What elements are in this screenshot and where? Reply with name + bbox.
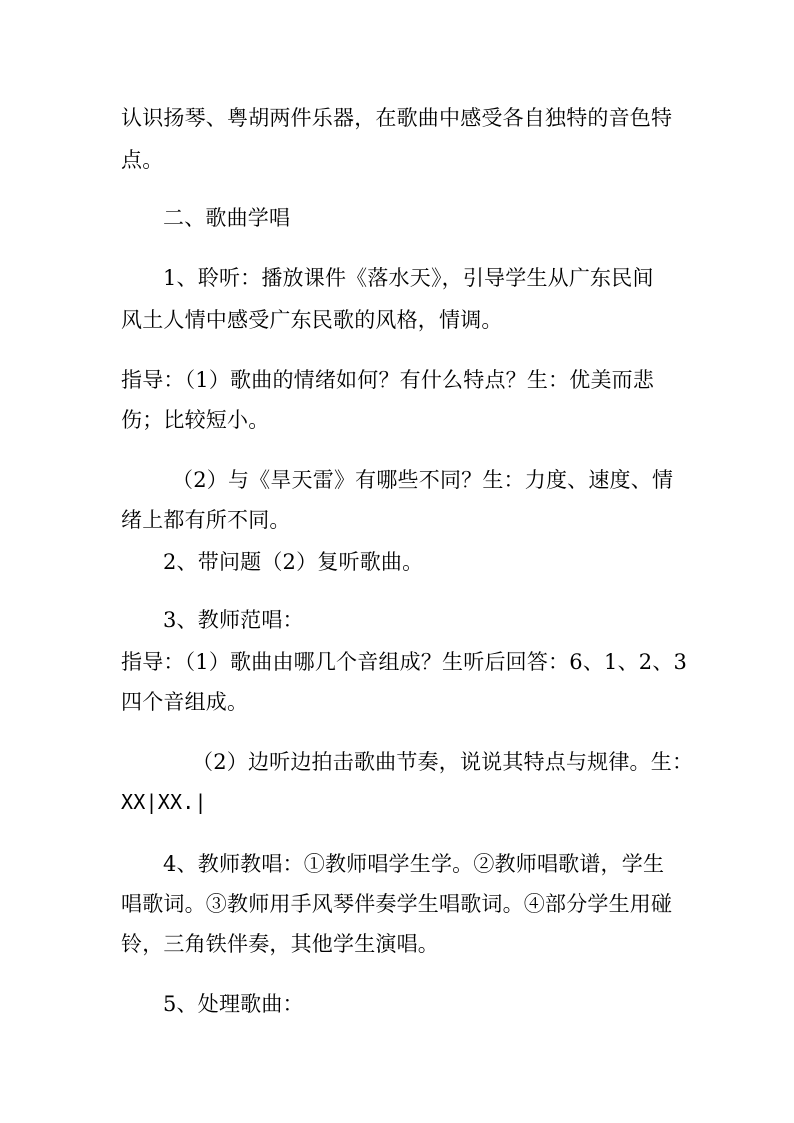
paragraph-line-7: 伤；比较短小。 <box>121 408 270 432</box>
paragraph-line-4: 1、聆听：播放课件《落水天》，引导学生从广东民间 <box>163 266 654 290</box>
paragraph-line-8: （2）与《旱天雷》有哪些不同？生：力度、速度、情 <box>172 468 674 492</box>
paragraph-line-13: 四个音组成。 <box>121 690 249 714</box>
paragraph-line-6: 指导：（1）歌曲的情绪如何？有什么特点？生：优美而悲 <box>121 368 655 392</box>
paragraph-line-2: 点。 <box>121 148 164 172</box>
section-heading-song-learning: 二、歌曲学唱 <box>163 206 291 230</box>
paragraph-line-10: 2、带问题（2）复听歌曲。 <box>163 550 424 574</box>
paragraph-line-1: 认识扬琴、粤胡两件乐器，在歌曲中感受各自独特的音色特 <box>121 106 673 130</box>
paragraph-line-9: 绪上都有所不同。 <box>121 508 291 532</box>
paragraph-line-18: 铃，三角铁伴奏，其他学生演唱。 <box>121 932 439 956</box>
paragraph-line-12: 指导：（1）歌曲由哪几个音组成？生听后回答：6、1、2、3 <box>121 650 688 674</box>
paragraph-line-5: 风土人情中感受广东民歌的风格，情调。 <box>121 308 503 332</box>
paragraph-line-14: （2）边听边拍击歌曲节奏，说说其特点与规律。生： <box>192 750 694 774</box>
paragraph-line-16: 4、教师教唱：①教师唱学生学。②教师唱歌谱，学生 <box>163 852 665 876</box>
paragraph-line-17: 唱歌词。③教师用手风琴伴奏学生唱歌词。④部分学生用碰 <box>121 892 673 916</box>
paragraph-line-11: 3、教师范唱： <box>163 608 304 632</box>
rhythm-notation: XX|XX.| <box>121 790 207 814</box>
paragraph-line-19: 5、处理歌曲： <box>163 992 304 1016</box>
